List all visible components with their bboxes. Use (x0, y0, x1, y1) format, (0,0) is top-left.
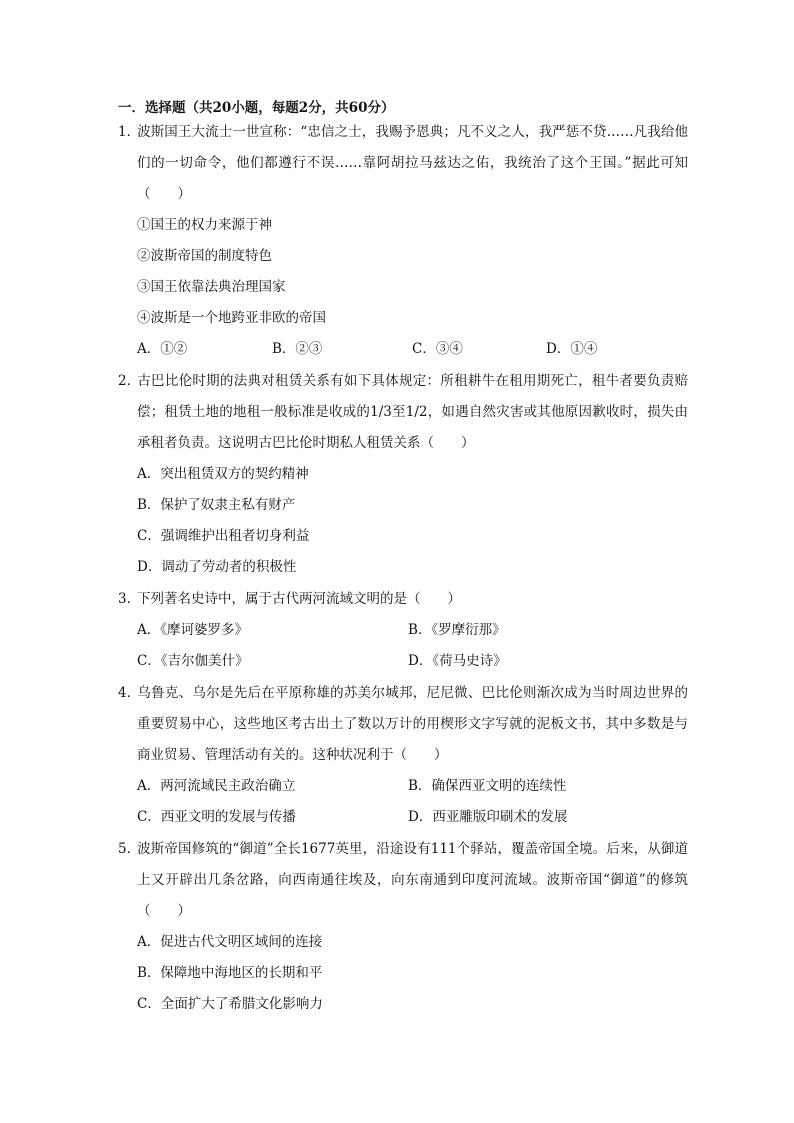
question-stem (118, 366, 688, 459)
option-a[interactable]: A．突出租赁双方的契约精神 (137, 466, 309, 482)
options-row (118, 334, 688, 365)
question-text: 古巴比伦时期的法典对租赁关系有如下具体规定：所租耕牛在租用期死亡，租牛者要负责赔偿；租赁土地的地租一般标准是收成的1/3至1/2，如遇自然灾害或其他原因歉收时，损失由承租者负责。这说明古巴比伦时期私人租赁关系（ ） (137, 373, 688, 451)
options-row (118, 802, 688, 833)
option-d[interactable]: D．①④ (546, 341, 598, 357)
statement-item: ②波斯帝国的制度特色 (137, 248, 272, 264)
option-b[interactable]: B．保障地中海地区的长期和平 (137, 965, 323, 981)
question-text: 乌鲁克、乌尔是先后在平原称雄的苏美尔城邦，尼尼微、巴比伦则渐次成为当时周边世界的重要贸易中心，这些地区考古出土了数以万计的用楔形文字写就的泥板文书，其中多数是与商业贸易、管理活动有关的。这种状况利于（ ） (137, 685, 688, 763)
question-1 (118, 117, 688, 365)
question-text: 波斯帝国修筑的“御道”全长1677英里，沿途设有111个驿站，覆盖帝国全境。后来，从御道上又开辟出几条岔路，向西南通往埃及，向东南通到印度河流域。波斯帝国“御道”的修筑（ ） (137, 841, 688, 919)
question-3 (118, 584, 688, 677)
option-b[interactable]: B．保护了奴隶主私有财产 (137, 497, 296, 513)
option-a[interactable]: A．①② (137, 341, 188, 357)
option-a[interactable]: A．促进古代文明区域间的连接 (137, 934, 323, 950)
question-stem (118, 678, 688, 771)
option-c[interactable]: C．③④ (412, 341, 463, 357)
option-c[interactable]: C．强调维护出租者切身利益 (137, 528, 310, 544)
option-b[interactable]: B．确保西亚文明的连续性 (408, 778, 567, 794)
option-c[interactable]: C．全面扩大了希腊文化影响力 (137, 996, 323, 1012)
question-2 (118, 366, 688, 583)
question-text: 波斯国王大流士一世宣称：“忠信之士，我赐予恩典；凡不义之人，我严惩不贷……凡我给他们的一切命令，他们都遵行不误……靠阿胡拉马兹达之佑，我统治了这个王国。”据此可知（ ） (137, 124, 688, 202)
options-row (118, 771, 688, 802)
question-4 (118, 678, 688, 833)
option-a[interactable]: A．《摩诃婆罗多》 (137, 622, 248, 638)
question-number: 3． (118, 591, 141, 607)
statement-item: ④波斯是一个地跨亚非欧的帝国 (137, 310, 326, 326)
options-row (118, 646, 688, 677)
question-stem (118, 834, 688, 927)
statement-item: ①国王的权力来源于神 (137, 217, 272, 233)
question-number: 1． (118, 124, 141, 140)
option-c[interactable]: C．《吉尔伽美什》 (137, 653, 249, 669)
option-b[interactable]: B．②③ (272, 341, 323, 357)
section-title: 一．选择题（共20小题，每题2分，共60分） (118, 100, 395, 116)
option-c[interactable]: C．西亚文明的发展与传播 (137, 809, 296, 825)
option-d[interactable]: D．《荷马史诗》 (408, 653, 507, 669)
question-stem (118, 584, 688, 615)
question-number: 4． (118, 685, 141, 701)
statement-item: ③国王依靠法典治理国家 (137, 279, 286, 295)
question-number: 2． (118, 373, 141, 389)
option-d[interactable]: D．调动了劳动者的积极性 (137, 559, 297, 575)
question-5 (118, 834, 688, 1020)
question-text: 下列著名史诗中，属于古代两河流域文明的是（ ） (137, 591, 461, 607)
option-b[interactable]: B．《罗摩衍那》 (408, 622, 506, 638)
options-row (118, 615, 688, 646)
option-a[interactable]: A．两河流域民主政治确立 (137, 778, 296, 794)
question-stem (118, 117, 688, 210)
option-d[interactable]: D．西亚雕版印刷术的发展 (408, 809, 568, 825)
question-number: 5． (118, 841, 141, 857)
